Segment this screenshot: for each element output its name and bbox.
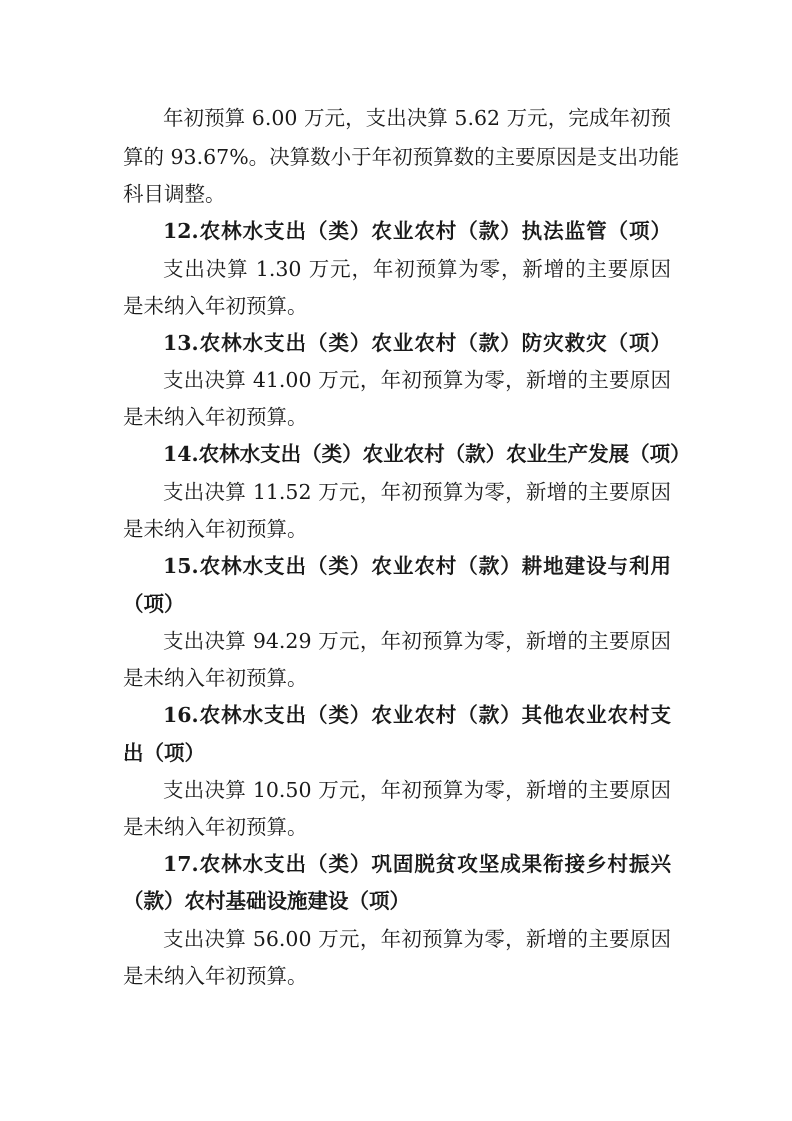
section-body-line: 是未纳入年初预算。 (123, 964, 308, 988)
intro-line: 算的 93.67%。决算数小于年初预算数的主要原因是支出功能 (123, 145, 680, 169)
section-body-line: 是未纳入年初预算。 (123, 666, 308, 690)
section-heading: 13.农林水支出（类）农业农村（款）防灾救灾（项） (163, 331, 671, 355)
section-body-line: 是未纳入年初预算。 (123, 517, 308, 541)
section-body-line: 支出决算 56.00 万元，年初预算为零，新增的主要原因 (163, 927, 671, 951)
section-heading: （项） (123, 592, 185, 616)
section-heading: （款）农村基础设施建设（项） (123, 889, 410, 913)
section-body-line: 支出决算 41.00 万元，年初预算为零，新增的主要原因 (163, 368, 671, 392)
intro-line: 年初预算 6.00 万元，支出决算 5.62 万元，完成年初预 (163, 106, 671, 130)
intro-line: 科目调整。 (123, 182, 226, 206)
section-heading: 12.农林水支出（类）农业农村（款）执法监管（项） (163, 219, 671, 243)
section-heading: 14.农林水支出（类）农业农村（款）农业生产发展（项） (163, 442, 691, 466)
section-heading: 16.农林水支出（类）农业农村（款）其他农业农村支 (163, 703, 671, 727)
section-heading: 17.农林水支出（类）巩固脱贫攻坚成果衔接乡村振兴 (163, 852, 671, 876)
section-body-line: 是未纳入年初预算。 (123, 294, 308, 318)
section-body-line: 支出决算 94.29 万元，年初预算为零，新增的主要原因 (163, 629, 671, 653)
section-heading: 15.农林水支出（类）农业农村（款）耕地建设与利用 (163, 554, 671, 578)
section-body-line: 是未纳入年初预算。 (123, 815, 308, 839)
section-body-line: 支出决算 10.50 万元，年初预算为零，新增的主要原因 (163, 778, 671, 802)
section-heading: 出（项） (123, 741, 205, 765)
section-body-line: 是未纳入年初预算。 (123, 405, 308, 429)
section-body-line: 支出决算 11.52 万元，年初预算为零，新增的主要原因 (163, 480, 671, 504)
section-body-line: 支出决算 1.30 万元，年初预算为零，新增的主要原因 (163, 257, 671, 281)
